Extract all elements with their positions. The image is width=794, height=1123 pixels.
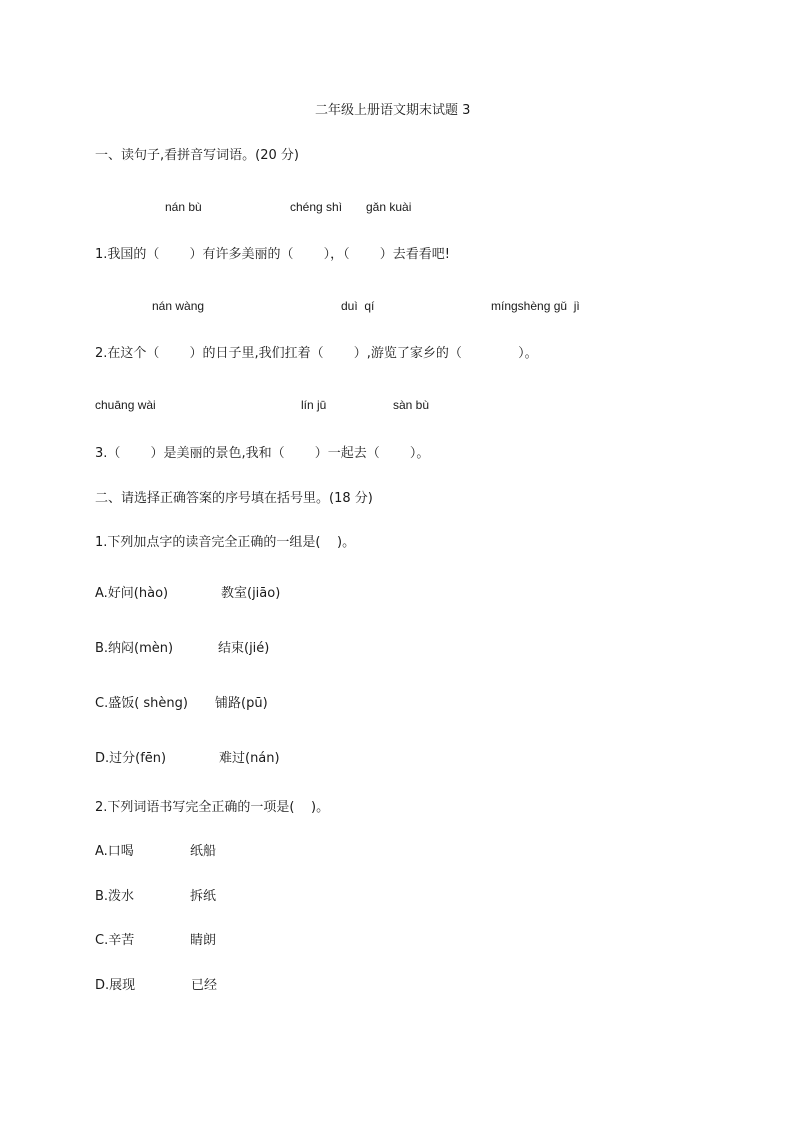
- pinyin-mingshengguji: míngshèng gǔ jì: [491, 299, 580, 313]
- pinyin-sanbu: sàn bù: [393, 398, 430, 412]
- section-1-heading: 一、读句子,看拼音写词语。(20 分): [95, 148, 299, 163]
- sentence-2: 2.在这个（ ）的日子里,我们扛着（ ）,游览了家乡的（ ）。: [95, 346, 538, 361]
- question-2-1-stem: 1.下列加点字的读音完全正确的一组是( )。: [95, 535, 356, 550]
- option-2-2-c-right: 睛朗: [190, 933, 217, 948]
- option-2-1-d-left: D.过分(fēn): [95, 751, 167, 766]
- option-2-1-b-left: B.纳闷(mèn): [95, 641, 174, 656]
- option-2-2-d-left: D.展现: [95, 978, 136, 993]
- option-2-2-a-left: A.口喝: [95, 844, 134, 859]
- pinyin-gankuai: gǎn kuài: [366, 200, 412, 214]
- pinyin-linju: lín jū: [301, 398, 327, 412]
- pinyin-chuangwai: chuāng wài: [95, 398, 156, 412]
- option-2-2-b-right: 拆纸: [190, 889, 217, 904]
- question-2-2-stem: 2.下列词语书写完全正确的一项是( )。: [95, 800, 330, 815]
- option-2-1-c-left: C.盛饭( shèng): [95, 696, 188, 711]
- option-2-1-d-right: 难过(nán): [219, 751, 280, 766]
- section-2-heading: 二、请选择正确答案的序号填在括号里。(18 分): [95, 491, 373, 506]
- pinyin-nanbu: nán bù: [165, 200, 202, 214]
- option-2-2-d-right: 已经: [191, 978, 218, 993]
- option-2-2-b-left: B.泼水: [95, 889, 135, 904]
- option-2-1-a-left: A.好问(hào): [95, 586, 169, 601]
- option-2-2-c-left: C.辛苦: [95, 933, 135, 948]
- option-2-2-a-right: 纸船: [190, 844, 217, 859]
- sentence-1: 1.我国的（ ）有许多美丽的（ ），（ ）去看看吧!: [95, 247, 451, 262]
- option-2-1-b-right: 结束(jié): [218, 641, 270, 656]
- page-title: 二年级上册语文期末试题 3: [315, 103, 471, 118]
- option-2-1-c-right: 铺路(pū): [215, 696, 268, 711]
- pinyin-nanwang: nán wàng: [152, 299, 205, 313]
- option-2-1-a-right: 教室(jiāo): [221, 586, 281, 601]
- pinyin-chengshi: chéng shì: [290, 200, 343, 214]
- pinyin-duiqi: duì qí: [341, 299, 375, 313]
- sentence-3: 3.（ ）是美丽的景色,我和（ ）一起去（ ）。: [95, 446, 430, 461]
